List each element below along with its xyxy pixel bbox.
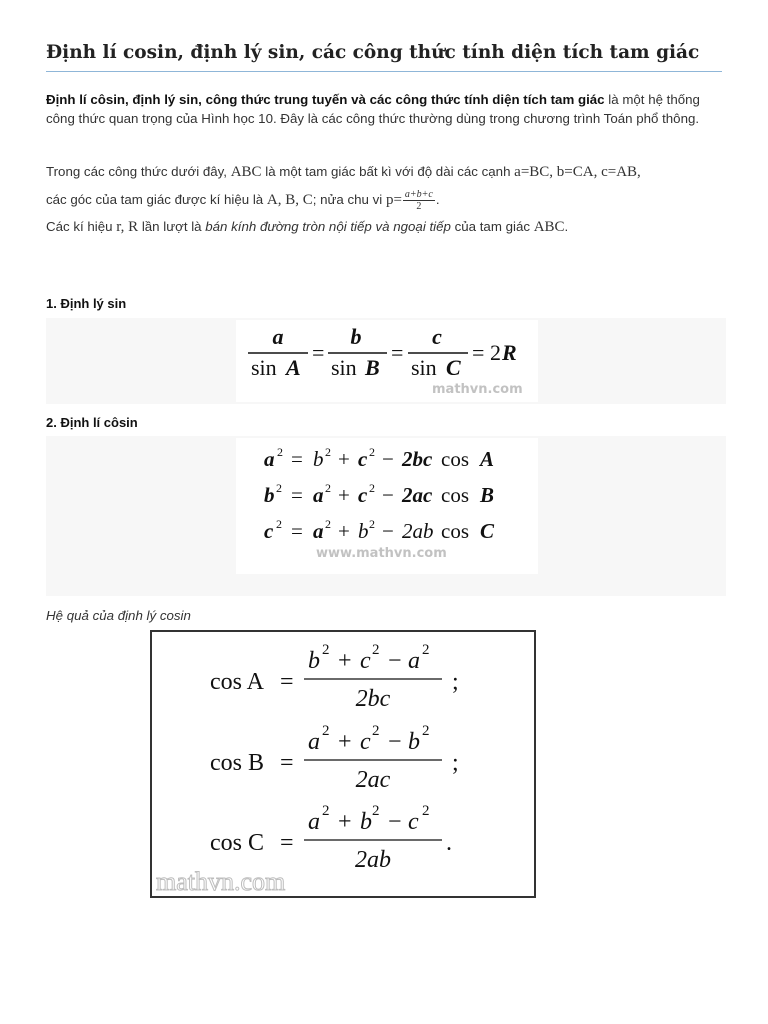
svg-text:c: c: [358, 483, 368, 507]
watermark: mathvn.com: [432, 382, 523, 397]
defs-text: là một tam giác bất kì với độ dài các cạnh: [261, 164, 515, 179]
svg-text:2: 2: [369, 517, 375, 531]
svg-text:2: 2: [325, 481, 331, 495]
intro-paragraph: [46, 90, 722, 128]
svg-text:−: −: [388, 809, 402, 835]
definitions-paragraph: [46, 162, 736, 237]
intro-text: là một hệ thống công thức quan trọng của Hình học 10. Đây là các công thức thường dùng trong chương trình Toán phổ thông.: [46, 92, 700, 126]
svg-text:c: c: [264, 519, 274, 543]
svg-text:=: =: [291, 447, 303, 471]
svg-text:cos C: cos C: [210, 830, 264, 856]
svg-text:2bc: 2bc: [355, 686, 391, 712]
svg-text:+: +: [338, 648, 352, 674]
svg-text:2: 2: [372, 803, 380, 819]
equals-sign: =: [472, 340, 485, 365]
sine-fn: sin: [411, 355, 437, 380]
math-sides: a=BC, b=CA, c=AB,: [514, 164, 641, 180]
cosine-law-panel: [46, 436, 726, 596]
svg-text:a: a: [308, 809, 320, 835]
svg-text:2: 2: [322, 723, 330, 739]
svg-text:b: b: [264, 483, 275, 507]
rhs-two: 2: [490, 340, 501, 365]
svg-text:cos: cos: [441, 447, 469, 471]
sine-fn: sin: [251, 355, 277, 380]
svg-text:.: .: [446, 830, 452, 856]
svg-text:cos B: cos B: [210, 750, 264, 776]
corollary-svg: [152, 632, 534, 896]
fraction-denominator: 2: [416, 200, 422, 212]
watermark: www.mathvn.com: [316, 546, 447, 561]
svg-text:2: 2: [372, 642, 380, 658]
svg-text:=: =: [291, 483, 303, 507]
sine-numerator-c: c: [432, 324, 442, 349]
svg-text:b: b: [358, 519, 369, 543]
svg-text:+: +: [338, 483, 350, 507]
svg-text:2: 2: [325, 517, 331, 531]
svg-text:−: −: [382, 519, 394, 543]
corollary-note: Hệ quả của định lý cosin: [46, 608, 191, 623]
defs-text: của tam giác: [450, 219, 534, 234]
svg-text:cos A: cos A: [210, 669, 264, 695]
svg-text:2: 2: [325, 445, 331, 459]
page-title: Định lí cosin, định lý sin, các công thức tính diện tích tam giác: [46, 42, 700, 63]
equals-sign: =: [312, 340, 325, 365]
defs-text: Các kí hiệu: [46, 219, 117, 234]
svg-text:+: +: [338, 809, 352, 835]
svg-text:=: =: [280, 830, 294, 856]
svg-text:b: b: [360, 809, 372, 835]
math-p-eq: p=: [385, 192, 402, 208]
math-angles: A, B, C: [266, 192, 313, 208]
fraction-numerator: a+b+c: [404, 188, 433, 200]
svg-text:=: =: [291, 519, 303, 543]
svg-text:−: −: [382, 483, 394, 507]
svg-text:c: c: [408, 809, 419, 835]
cosine-law-heading: 2. Định lí côsin: [46, 415, 138, 430]
svg-text:+: +: [338, 519, 350, 543]
svg-text:2: 2: [322, 642, 330, 658]
svg-text:cos: cos: [441, 483, 469, 507]
svg-text:c: c: [358, 447, 368, 471]
svg-text:=: =: [280, 669, 294, 695]
svg-text:a: a: [264, 447, 275, 471]
svg-text:2: 2: [422, 803, 430, 819]
sine-fn: sin: [331, 355, 357, 380]
svg-text:B: B: [480, 483, 495, 507]
corollary-cos-B: [210, 723, 459, 793]
svg-text:b: b: [313, 447, 324, 471]
svg-text:+: +: [338, 729, 352, 755]
svg-text:=: =: [280, 750, 294, 776]
svg-text:a: a: [408, 648, 420, 674]
svg-text:2ab: 2ab: [402, 519, 434, 543]
sine-numerator-b: b: [350, 324, 362, 349]
svg-text:2: 2: [369, 445, 375, 459]
cosine-line-1: [264, 445, 494, 471]
cosine-law-formula: [236, 438, 538, 574]
svg-text:2ab: 2ab: [355, 847, 391, 873]
defs-text: ; nửa chu vi: [312, 192, 386, 207]
cosine-line-3: [264, 517, 495, 543]
sine-angle-C: C: [446, 355, 461, 380]
title-divider: [46, 71, 722, 72]
defs-text: lần lượt là: [138, 219, 206, 234]
defs-text: .: [435, 192, 440, 207]
svg-text:cos: cos: [441, 519, 469, 543]
svg-text:b: b: [408, 729, 420, 755]
corollary-cos-A: [210, 642, 459, 712]
svg-text:c: c: [360, 729, 371, 755]
cosine-line-2: [264, 481, 494, 507]
svg-text:2bc: 2bc: [402, 447, 433, 471]
defs-text: .: [564, 219, 569, 234]
svg-text:a: a: [313, 519, 324, 543]
svg-text:−: −: [388, 648, 402, 674]
math-rR: r, R: [116, 219, 139, 235]
defs-text: Trong các công thức dưới đây,: [46, 164, 231, 179]
math-abc: ABC: [533, 219, 565, 235]
svg-text:2ac: 2ac: [402, 483, 433, 507]
svg-text:2: 2: [422, 642, 430, 658]
watermark: mathvn.com: [156, 867, 286, 896]
svg-text:2: 2: [422, 723, 430, 739]
svg-text:2: 2: [322, 803, 330, 819]
sine-angle-A: A: [286, 355, 301, 380]
svg-text:c: c: [360, 648, 371, 674]
svg-text:b: b: [308, 648, 320, 674]
svg-text:a: a: [308, 729, 320, 755]
svg-text:2: 2: [372, 723, 380, 739]
math-abc: ABC: [230, 164, 262, 180]
corollary-formula-box: [150, 630, 536, 898]
svg-text:2: 2: [276, 481, 282, 495]
svg-text:2: 2: [369, 481, 375, 495]
svg-text:+: +: [338, 447, 350, 471]
equals-sign: =: [391, 340, 404, 365]
sine-angle-B: B: [365, 355, 380, 380]
sine-numerator-a: a: [272, 324, 284, 349]
svg-text:−: −: [382, 447, 394, 471]
defs-text: các góc của tam giác được kí hiệu là: [46, 192, 267, 207]
svg-text:a: a: [313, 483, 324, 507]
svg-text:2: 2: [276, 517, 282, 531]
corollary-cos-C: [210, 803, 452, 873]
svg-text:−: −: [388, 729, 402, 755]
semiperimeter-fraction: [403, 189, 435, 212]
rhs-R: R: [502, 340, 517, 365]
intro-bold-text: Định lí côsin, định lý sin, công thức trung tuyến và các công thức tính diện tích tam giác: [46, 92, 605, 107]
svg-text:;: ;: [452, 669, 459, 695]
sine-law-formula: [236, 320, 538, 402]
defs-italic-text: bán kính đường tròn nội tiếp và ngoại tiếp: [205, 219, 451, 234]
sine-law-panel: [46, 318, 726, 404]
svg-text:A: A: [480, 447, 495, 471]
svg-text:2ac: 2ac: [355, 767, 391, 793]
svg-text:;: ;: [452, 750, 459, 776]
svg-text:C: C: [480, 519, 495, 543]
sine-law-heading: 1. Định lý sin: [46, 296, 127, 311]
svg-text:2: 2: [277, 445, 283, 459]
